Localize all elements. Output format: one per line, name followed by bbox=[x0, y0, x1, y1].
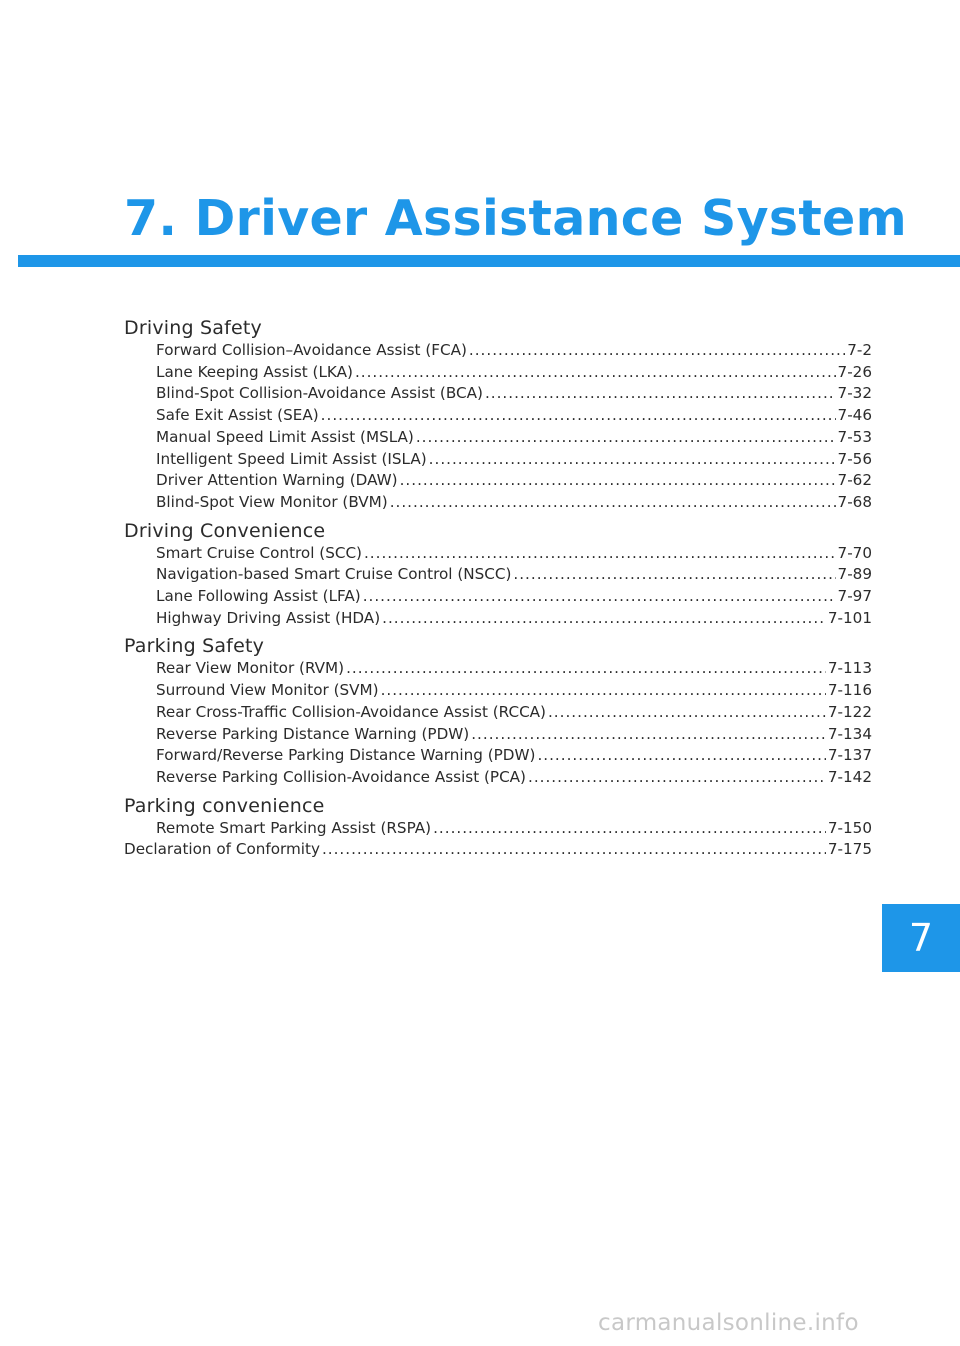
section-heading[interactable]: Parking convenience bbox=[124, 794, 325, 817]
dot-leader bbox=[548, 702, 826, 724]
entry-title: Navigation-based Smart Cruise Control (NSCC) bbox=[156, 565, 512, 584]
page-number: 7-113 bbox=[827, 659, 872, 678]
dot-leader bbox=[469, 340, 845, 362]
section-heading[interactable]: Parking Safety bbox=[124, 635, 265, 658]
toc-section-parking-convenience bbox=[124, 794, 872, 840]
page-number: 7-46 bbox=[837, 406, 872, 425]
dot-leader bbox=[528, 767, 826, 789]
toc-entry[interactable] bbox=[124, 362, 872, 384]
entry-title: Safe Exit Assist (SEA) bbox=[156, 406, 319, 425]
page-number: 7-101 bbox=[827, 608, 872, 627]
entry-title: Lane Keeping Assist (LKA) bbox=[156, 362, 353, 381]
page-number: 7-68 bbox=[837, 492, 872, 511]
toc-entry[interactable] bbox=[124, 658, 872, 680]
entry-title: Declaration of Conformity bbox=[124, 840, 320, 859]
toc-section-parking-safety bbox=[124, 634, 872, 788]
dot-leader bbox=[363, 586, 836, 608]
toc-entry[interactable] bbox=[124, 818, 872, 840]
dot-leader bbox=[322, 839, 826, 861]
dot-leader bbox=[321, 405, 836, 427]
page-number: 7-26 bbox=[837, 362, 872, 381]
dot-leader bbox=[537, 745, 825, 767]
dot-leader bbox=[382, 608, 826, 630]
page-number: 7-134 bbox=[827, 724, 872, 743]
toc-entry[interactable] bbox=[124, 564, 872, 586]
page-number: 7-2 bbox=[847, 341, 872, 359]
toc-entry[interactable] bbox=[124, 586, 872, 608]
page-number: 7-150 bbox=[827, 818, 872, 837]
page-number: 7-122 bbox=[827, 702, 872, 721]
page-number: 7-70 bbox=[837, 543, 872, 562]
toc-entry[interactable] bbox=[124, 405, 872, 427]
dot-leader bbox=[485, 383, 836, 405]
toc-entry[interactable] bbox=[124, 767, 872, 789]
dot-leader bbox=[390, 492, 836, 514]
dot-leader bbox=[416, 427, 836, 449]
entry-title: Blind-Spot Collision-Avoidance Assist (BCA) bbox=[156, 384, 483, 403]
entry-title: Forward Collision–Avoidance Assist (FCA) bbox=[156, 341, 467, 359]
toc-entry[interactable] bbox=[124, 340, 872, 362]
entry-title: Rear Cross-Traffic Collision-Avoidance Assist (RCCA) bbox=[156, 702, 546, 721]
toc-entry[interactable] bbox=[124, 745, 872, 767]
entry-title: Manual Speed Limit Assist (MSLA) bbox=[156, 427, 414, 446]
dot-leader bbox=[346, 658, 826, 680]
entry-title: Reverse Parking Distance Warning (PDW) bbox=[156, 724, 470, 743]
page-number: 7-137 bbox=[827, 746, 872, 765]
dot-leader bbox=[433, 818, 826, 840]
page-number: 7-62 bbox=[837, 471, 872, 490]
dot-leader bbox=[471, 724, 826, 746]
toc-entry[interactable] bbox=[124, 608, 872, 630]
entry-title: Blind-Spot View Monitor (BVM) bbox=[156, 492, 388, 511]
toc-entry[interactable] bbox=[124, 724, 872, 746]
dot-leader bbox=[355, 362, 836, 384]
watermark-text: carmanualsonline.info bbox=[598, 1310, 859, 1336]
toc-entry[interactable] bbox=[124, 702, 872, 724]
section-heading[interactable]: Driving Convenience bbox=[124, 519, 326, 542]
page-number: 7-116 bbox=[827, 681, 872, 700]
entry-title: Rear View Monitor (RVM) bbox=[156, 659, 345, 678]
page-number: 7-53 bbox=[837, 427, 872, 446]
toc-entry[interactable] bbox=[124, 543, 872, 565]
chapter-title: 7. Driver Assistance System bbox=[124, 190, 907, 247]
toc-entry-declaration-of-conformity[interactable] bbox=[124, 839, 872, 861]
page-number: 7-56 bbox=[837, 449, 872, 468]
toc-entry[interactable] bbox=[124, 492, 872, 514]
toc-entry[interactable] bbox=[124, 449, 872, 471]
entry-title: Driver Attention Warning (DAW) bbox=[156, 471, 398, 490]
dot-leader bbox=[513, 564, 835, 586]
page-number: 7-89 bbox=[837, 565, 872, 584]
entry-title: Lane Following Assist (LFA) bbox=[156, 587, 361, 606]
page-number: 7-32 bbox=[837, 384, 872, 403]
title-underline-bar bbox=[18, 255, 960, 267]
entry-title: Reverse Parking Collision-Avoidance Assist (PCA) bbox=[156, 767, 526, 786]
dot-leader bbox=[400, 470, 836, 492]
dot-leader bbox=[381, 680, 826, 702]
page-number: 7-97 bbox=[837, 587, 872, 606]
toc-section-driving-safety bbox=[124, 316, 872, 514]
dot-leader bbox=[364, 543, 836, 565]
toc-entry[interactable] bbox=[124, 470, 872, 492]
table-of-contents bbox=[124, 316, 872, 861]
dot-leader bbox=[429, 449, 836, 471]
toc-entry[interactable] bbox=[124, 680, 872, 702]
entry-title: Remote Smart Parking Assist (RSPA) bbox=[156, 818, 432, 837]
toc-section-driving-convenience bbox=[124, 519, 872, 630]
toc-entry[interactable] bbox=[124, 427, 872, 449]
entry-title: Intelligent Speed Limit Assist (ISLA) bbox=[156, 449, 427, 468]
entry-title: Surround View Monitor (SVM) bbox=[156, 681, 379, 700]
chapter-tab[interactable]: 7 bbox=[882, 904, 960, 972]
entry-title: Highway Driving Assist (HDA) bbox=[156, 608, 381, 627]
section-heading[interactable]: Driving Safety bbox=[124, 317, 262, 339]
page-number: 7-175 bbox=[827, 840, 872, 859]
entry-title: Smart Cruise Control (SCC) bbox=[156, 543, 362, 562]
entry-title: Forward/Reverse Parking Distance Warning (PDW) bbox=[156, 746, 536, 765]
page-number: 7-142 bbox=[827, 767, 872, 786]
toc-entry[interactable] bbox=[124, 383, 872, 405]
